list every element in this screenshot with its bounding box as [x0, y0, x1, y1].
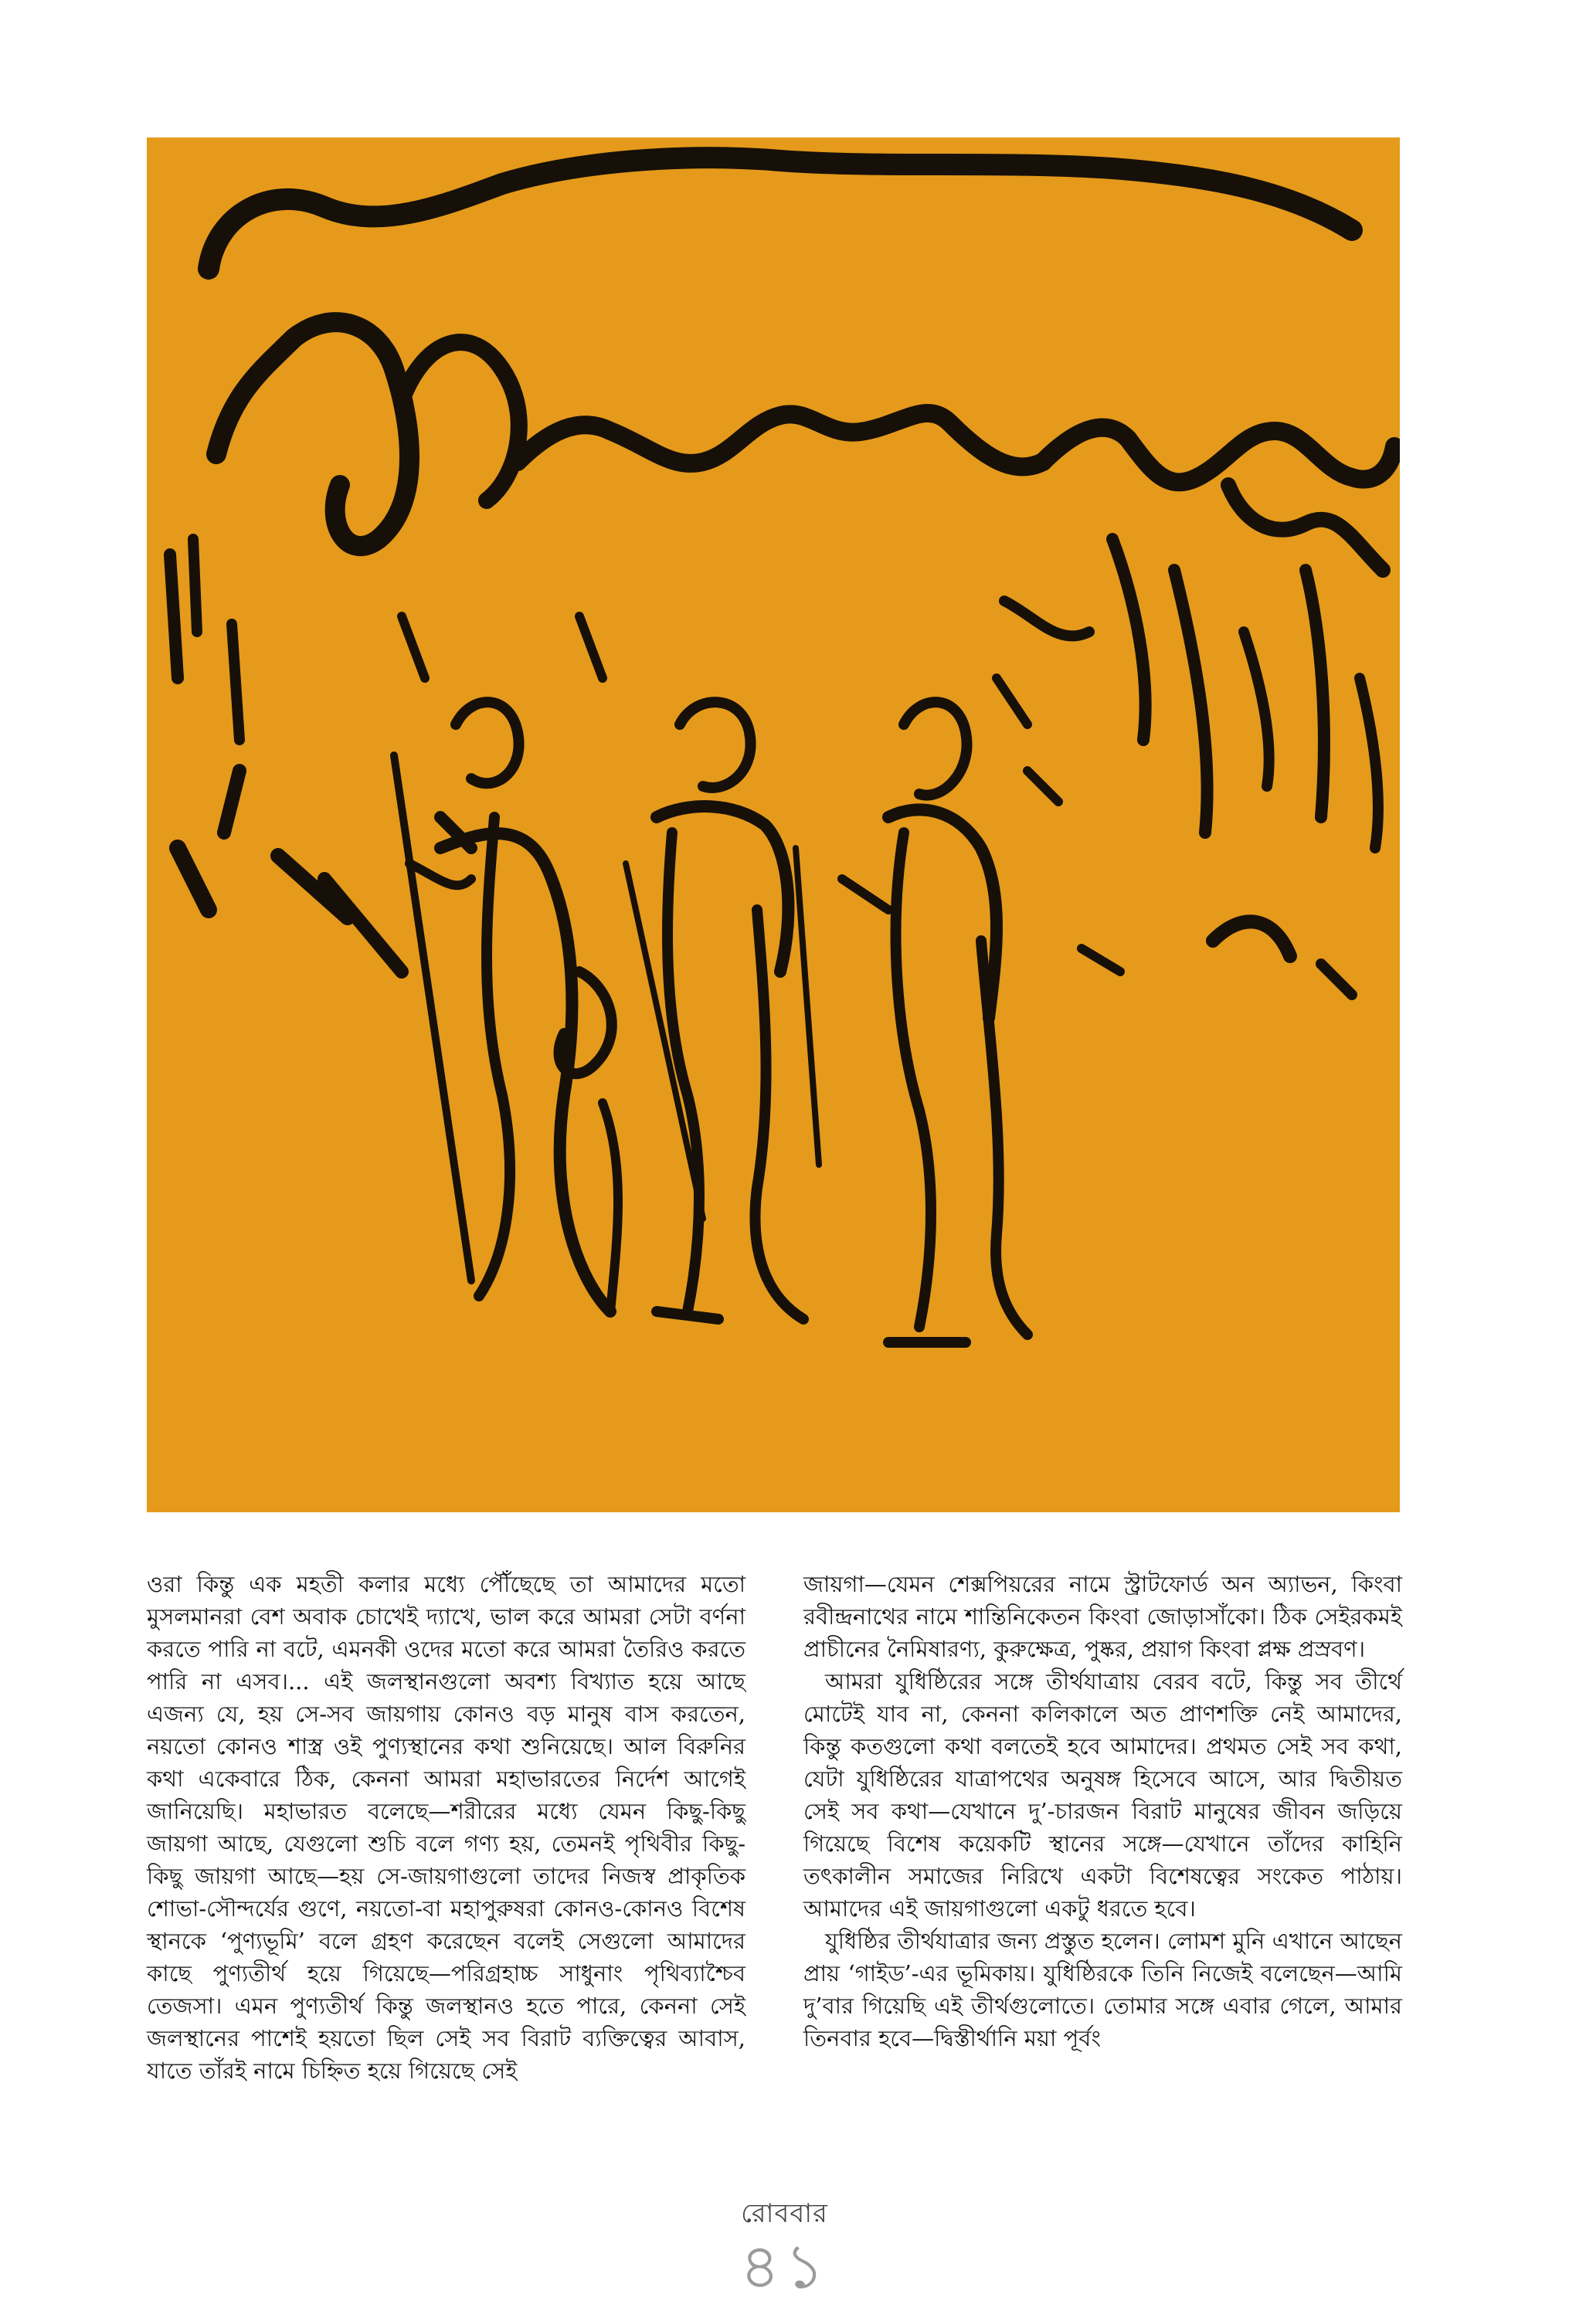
brush-figures-icon [147, 137, 1400, 1512]
paragraph: ওরা কিন্তু এক মহতী কলার মধ্যে পৌঁছেছে তা আমাদের মতো মুসলমানরা বেশ অবাক চোখেই দ্যাখে, ভাল করে আমরা সেটা বর্ণনা করতে পারি না বটে, এমনকী ওদের মতো করে আমরা তৈরিও করতে পারি না এসব।... এই জলস্থানগুলো অবশ্য বিখ্যাত হয়ে আছে এজন্য যে, হয় সে-সব জায়গায় কোনও বড় মানুষ বাস করতেন, নয়তো কোনও শাস্ত্র ওই পুণ্যস্থানের কথা শুনিয়েছে। আল বিরুনির কথা একেবারে ঠিক, কেননা আমরা মহাভারতের নির্দেশ আগেই জানিয়েছি। মহাভারত বলেছে—শরীরের মধ্যে যেমন কিছু-কিছু জায়গা আছে, যেগুলো শুচি বলে গণ্য হয়, তেমনই পৃথিবীর কিছু-কিছু জায়গা আছে—হয় সে-জায়গাগুলো তাদের নিজস্ব প্রাকৃতিক শোভা-সৌন্দর্যের গুণে, নয়তো-বা মহাপুরুষরা কোনও-কোনও বিশেষ স্থানকে ‘পুণ্যভূমি’ বলে গ্রহণ করেছেন বলেই সেগুলো আমাদের কাছে পুণ্যতীর্থ হয়ে গিয়েছে—পরিগ্রহাচ্চ সাধুনাং পৃথিব্যাশ্চৈব তেজসা। এমন পুণ্যতীর্থ কিন্তু জলস্থানও হতে পারে, কেননা সেই জলস্থানের পাশেই হয়তো ছিল সেই সব বিরাট ব্যক্তিত্বের আবাস, যাতে তাঁরই নামে চিহ্নিত হয়ে গিয়েছে সেই [147, 1571, 745, 2084]
page-footer [0, 2193, 1569, 2302]
text-column-left [147, 1568, 745, 2087]
page-number: ৪১ [739, 2231, 830, 2302]
paragraph: যুধিষ্ঠির তীর্থযাত্রার জন্য প্রস্তুত হলেন। লোমশ মুনি এখানে আছেন প্রায় ‘গাইড’-এর ভূমিকায়। যুধিষ্ঠিরকে তিনি নিজেই বলেছেন—আমি দু’বার গিয়েছি এই তীর্থগুলোতে। তোমার সঙ্গে এবার গেলে, আমার তিনবার হবে—দ্বিস্তীর্থানি ময়া পূর্বং [803, 1928, 1402, 2051]
text-column-right [803, 1568, 1402, 2054]
illustration [147, 137, 1400, 1512]
paragraph: আমরা যুধিষ্ঠিরের সঙ্গে তীর্থযাত্রায় বেরব বটে, কিন্তু সব তীর্থে মোটেই যাব না, কেননা কলিকালে অত প্রাণশক্তি নেই আমাদের, কিন্তু কতগুলো কথা বলতেই হবে আমাদের। প্রথমত সেই সব কথা, যেটা যুধিষ্ঠিরের যাত্রাপথের অনুষঙ্গ হিসেবে আসে, আর দ্বিতীয়ত সেই সব কথা—যেখানে দু’-চারজন বিরাট মানুষের জীবন জড়িয়ে গিয়েছে বিশেষ কয়েকটি স্থানের সঙ্গে—যেখানে তাঁদের কাহিনি তৎকালীন সমাজের নিরিখে একটা বিশেষত্বের সংকেত পাঠায়। আমাদের এই জায়গাগুলো একটু ধরতে হবে। [803, 1668, 1402, 1922]
paragraph: জায়গা—যেমন শেক্সপিয়রের নামে স্ট্রাটফোর্ড অন অ্যাভন, কিংবা রবীন্দ্রনাথের নামে শান্তিনিকেতন কিংবা জোড়াসাঁকো। ঠিক সেইরকমই প্রাচীনের নৈমিষারণ্য, কুরুক্ষেত্র, পুষ্কর, প্রয়াগ কিংবা প্লক্ষ প্রস্রবণ। [803, 1571, 1402, 1662]
magazine-name: রোববার [741, 2198, 828, 2229]
